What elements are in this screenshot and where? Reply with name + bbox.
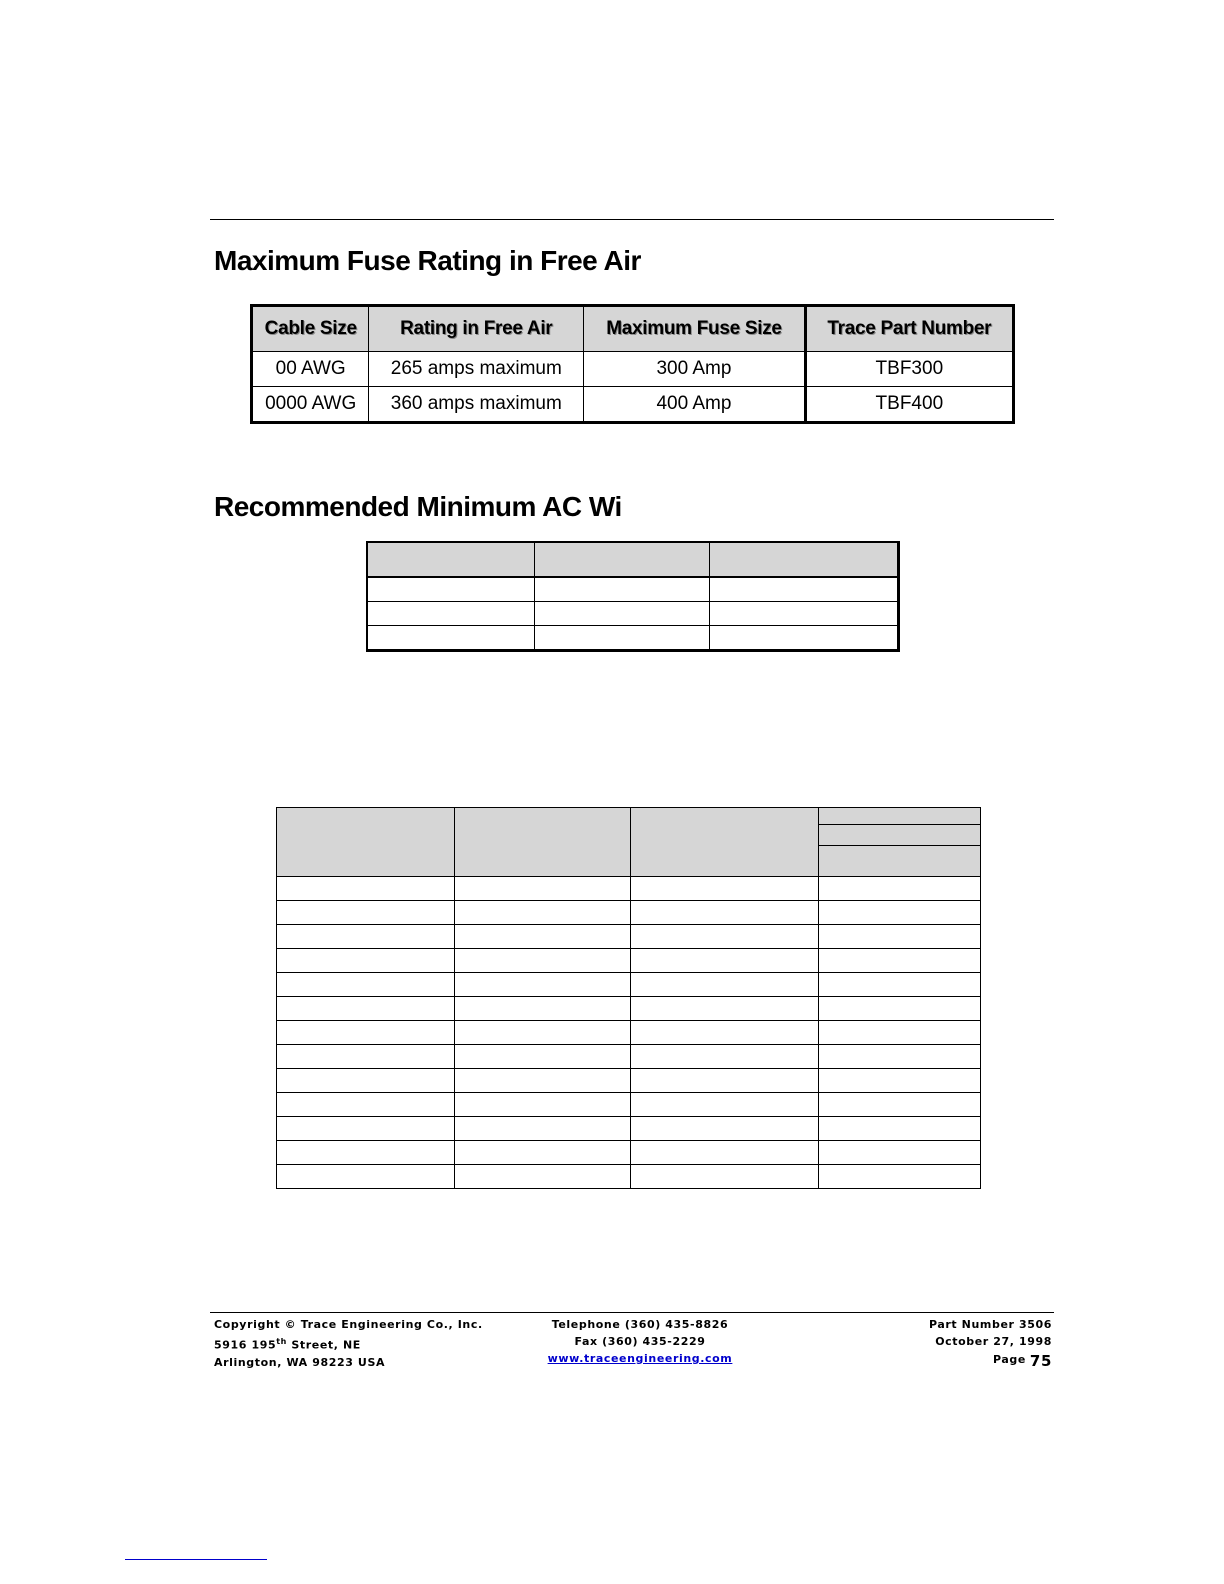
table-cell	[631, 1165, 819, 1189]
footer-rule	[210, 1312, 1054, 1313]
table-cell	[277, 1021, 455, 1045]
header-cell	[631, 808, 819, 877]
page-label: Page	[992, 1353, 1026, 1366]
table-cell	[367, 626, 534, 651]
table-row	[277, 877, 981, 901]
table-cell	[367, 577, 534, 602]
table-cell	[819, 925, 981, 949]
street-name: Street, NE	[286, 1338, 361, 1352]
table-row	[252, 387, 1014, 423]
footer-document-info	[929, 1316, 1052, 1368]
table-row	[277, 1117, 981, 1141]
table-cell	[277, 949, 455, 973]
table-cell	[631, 925, 819, 949]
table-cell	[631, 877, 819, 901]
table-cell	[277, 901, 455, 925]
table-row	[277, 973, 981, 997]
table-cell	[277, 1117, 455, 1141]
header-cell	[454, 808, 631, 877]
table-cell	[631, 949, 819, 973]
table-cell	[631, 1045, 819, 1069]
street-number: 5916 195	[214, 1338, 277, 1352]
table-cell	[819, 997, 981, 1021]
table-cell	[819, 1045, 981, 1069]
table-cell	[454, 925, 631, 949]
fuse-rating-table	[250, 304, 1015, 424]
table-cell	[819, 1093, 981, 1117]
table-cell	[819, 1141, 981, 1165]
table-cell: TBF400	[805, 387, 1013, 423]
table-cell	[534, 577, 709, 602]
header-cell	[709, 542, 898, 577]
table-cell	[819, 1021, 981, 1045]
table-cell	[819, 877, 981, 901]
table-cell	[454, 1021, 631, 1045]
table-cell	[454, 877, 631, 901]
street-address	[214, 1333, 483, 1354]
table-cell	[631, 901, 819, 925]
table-cell	[534, 626, 709, 651]
telephone: Telephone (360) 435-8826	[551, 1318, 729, 1331]
table-cell	[631, 1069, 819, 1093]
footer-company	[214, 1316, 483, 1371]
table-cell	[277, 973, 455, 997]
table-row	[277, 1021, 981, 1045]
table-header-row	[252, 306, 1014, 352]
city-address: Arlington, WA 98223 USA	[214, 1355, 386, 1369]
page-indicator	[929, 1350, 1052, 1368]
table-cell	[709, 577, 898, 602]
table-cell	[277, 997, 455, 1021]
column-header: Trace Part Number	[805, 306, 1013, 352]
table-cell	[631, 1117, 819, 1141]
footnote-rule	[125, 1559, 267, 1560]
top-rule	[210, 219, 1054, 220]
ordinal-suffix: th	[276, 1337, 287, 1346]
table-cell	[277, 1069, 455, 1093]
table-row	[277, 1045, 981, 1069]
table-header-row	[277, 808, 981, 825]
table-cell	[709, 602, 898, 626]
table-cell	[277, 1141, 455, 1165]
table-row	[277, 1069, 981, 1093]
ac-wire-title: Recommended Minimum AC Wi	[214, 491, 622, 522]
page-number: 75	[1029, 1352, 1052, 1370]
table-header-row	[367, 542, 899, 577]
ac-wire-table	[366, 541, 900, 652]
table-cell	[631, 1141, 819, 1165]
document-date: October 27, 1998	[935, 1335, 1052, 1348]
table-cell	[631, 1093, 819, 1117]
table-cell: 265 amps maximum	[369, 352, 584, 387]
table-cell	[631, 997, 819, 1021]
column-header: Maximum Fuse Size	[584, 306, 806, 352]
table-cell	[454, 949, 631, 973]
table-cell	[819, 901, 981, 925]
table-cell: 400 Amp	[584, 387, 806, 423]
website-link[interactable]: www.traceengineering.com	[547, 1352, 733, 1365]
header-cell	[534, 542, 709, 577]
table-cell	[454, 901, 631, 925]
column-header: Cable Size	[252, 306, 369, 352]
footer-contact	[545, 1316, 735, 1367]
table-row	[367, 602, 899, 626]
table-cell	[631, 1021, 819, 1045]
table-row	[277, 997, 981, 1021]
table-cell: 300 Amp	[584, 352, 806, 387]
table-cell	[454, 1165, 631, 1189]
table-cell	[277, 925, 455, 949]
table-row	[277, 1141, 981, 1165]
table-row	[367, 577, 899, 602]
table-cell	[454, 973, 631, 997]
table-row	[252, 352, 1014, 387]
table-cell	[631, 973, 819, 997]
table-cell: TBF300	[805, 352, 1013, 387]
table-cell	[709, 626, 898, 651]
table-row	[277, 1165, 981, 1189]
header-cell	[277, 808, 455, 877]
table-cell	[454, 1141, 631, 1165]
table-cell	[454, 1093, 631, 1117]
table-cell	[534, 602, 709, 626]
table-cell: 360 amps maximum	[369, 387, 584, 423]
blank-table	[276, 807, 981, 1189]
table-cell	[454, 997, 631, 1021]
table-cell	[367, 602, 534, 626]
table-cell	[277, 877, 455, 901]
table-cell	[819, 1117, 981, 1141]
table-cell	[277, 1165, 455, 1189]
table-cell: 0000 AWG	[252, 387, 369, 423]
table-cell	[454, 1117, 631, 1141]
fuse-rating-title: Maximum Fuse Rating in Free Air	[214, 245, 641, 276]
table-row	[367, 626, 899, 651]
table-cell	[454, 1069, 631, 1093]
table-row	[277, 1093, 981, 1117]
table-cell	[819, 973, 981, 997]
table-cell	[819, 1165, 981, 1189]
fax: Fax (360) 435-2229	[574, 1335, 706, 1348]
table-cell: 00 AWG	[252, 352, 369, 387]
header-cell	[819, 808, 981, 825]
table-cell	[819, 949, 981, 973]
table-cell	[277, 1045, 455, 1069]
table-row	[277, 925, 981, 949]
table-row	[277, 949, 981, 973]
table-cell	[454, 1045, 631, 1069]
header-cell	[819, 846, 981, 877]
part-number: Part Number 3506	[928, 1318, 1052, 1331]
table-row	[277, 901, 981, 925]
table-cell	[819, 1069, 981, 1093]
column-header: Rating in Free Air	[369, 306, 584, 352]
header-cell	[819, 825, 981, 846]
copyright-text: Copyright © Trace Engineering Co., Inc.	[214, 1318, 483, 1331]
table-cell	[277, 1093, 455, 1117]
header-cell	[367, 542, 534, 577]
